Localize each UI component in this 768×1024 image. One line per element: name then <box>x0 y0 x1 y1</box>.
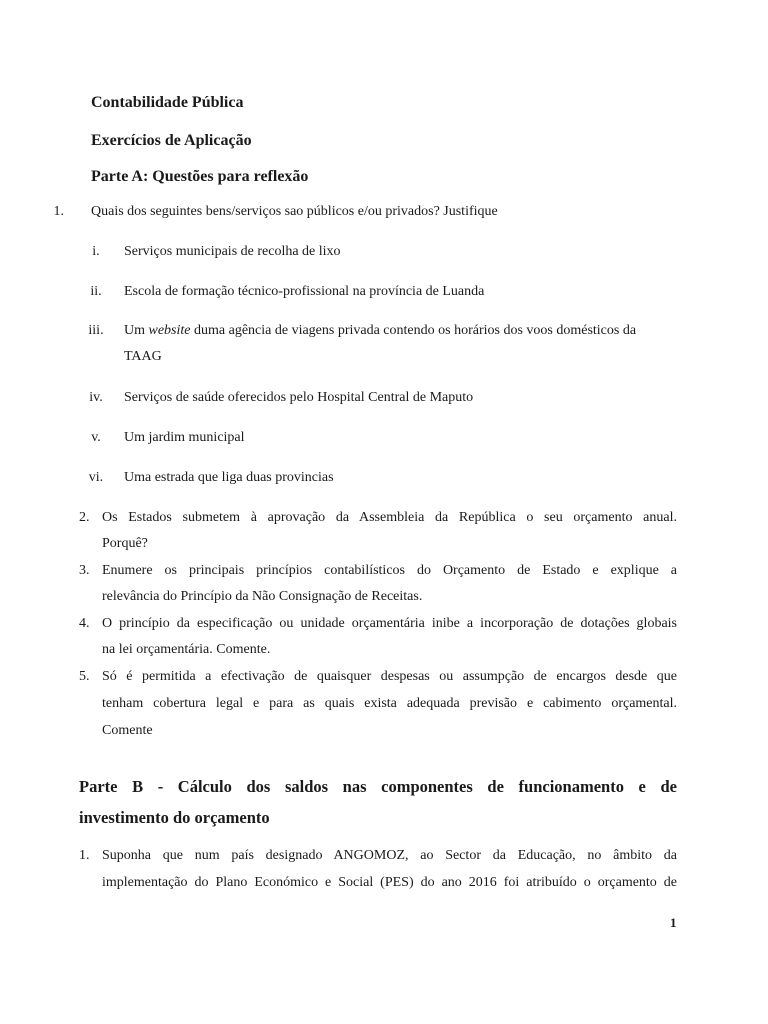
part-b-heading-line-2: investimento do orçamento <box>79 808 270 827</box>
exercise-subtitle: Exercícios de Aplicação <box>91 132 252 149</box>
question-3-line-1: Enumere os principais princípios contabilísticos do Orçamento de Estado e explique a <box>102 563 677 578</box>
item-vi-numeral: vi. <box>88 470 104 485</box>
item-i-numeral: i. <box>92 244 100 259</box>
question-1-text: Quais dos seguintes bens/serviços sao públicos e/ou privados? Justifique <box>91 204 498 219</box>
item-iii-text <box>124 323 636 339</box>
question-3-line-2: relevância do Princípio da Não Consignação de Receitas. <box>102 589 423 604</box>
question-1-number: 1. <box>53 204 64 219</box>
question-2-line-1: Os Estados submetem à aprovação da Assembleia da República o seu orçamento anual. <box>102 510 677 525</box>
item-ii-numeral: ii. <box>90 284 102 299</box>
part-b-question-1-line-2: implementação do Plano Económico e Social (PES) do ano 2016 foi atribuído o orçamento de <box>102 875 677 890</box>
question-5-number: 5. <box>79 669 90 684</box>
item-iv-numeral: iv. <box>89 390 103 405</box>
page-number: 1 <box>670 915 677 930</box>
item-v-numeral: v. <box>91 430 101 445</box>
part-b-question-1-number: 1. <box>79 848 90 863</box>
item-iii-continuation: TAAG <box>124 349 162 364</box>
item-iii-post: duma agência de viagens privada contendo os horários dos voos domésticos da <box>190 323 637 338</box>
item-iv-text: Serviços de saúde oferecidos pelo Hospital Central de Maputo <box>124 390 474 405</box>
question-4-line-1: O princípio da especificação ou unidade orçamentária inibe a incorporação de dotações globais <box>102 616 677 631</box>
item-ii-text: Escola de formação técnico-profissional na província de Luanda <box>124 284 485 299</box>
part-a-heading: Parte A: Questões para reflexão <box>91 168 309 185</box>
question-5-line-2: tenham cobertura legal e para as quais exista adequada previsão e cabimento orçamental. <box>102 696 677 711</box>
item-vi-text: Uma estrada que liga duas provincias <box>124 470 334 485</box>
question-5-line-3: Comente <box>102 723 153 738</box>
question-2-line-2: Porquê? <box>102 536 148 551</box>
question-3-number: 3. <box>79 563 90 578</box>
part-b-heading-line-1: Parte B - Cálculo dos saldos nas componentes de funcionamento e de <box>79 777 677 796</box>
item-iii-pre: Um <box>124 323 149 338</box>
item-i-text: Serviços municipais de recolha de lixo <box>124 244 341 259</box>
question-4-line-2: na lei orçamentária. Comente. <box>102 642 271 657</box>
item-iii-emphasis: website <box>148 323 191 338</box>
question-5-line-1: Só é permitida a efectivação de quaisquer despesas ou assumpção de encargos desde que <box>102 669 677 684</box>
part-b-question-1-line-1: Suponha que num país designado ANGOMOZ, ao Sector da Educação, no âmbito da <box>102 848 677 863</box>
question-4-number: 4. <box>79 616 90 631</box>
course-title: Contabilidade Pública <box>91 94 244 111</box>
item-iii-numeral: iii. <box>88 323 104 338</box>
item-v-text: Um jardim municipal <box>124 430 245 445</box>
question-2-number: 2. <box>79 510 90 525</box>
